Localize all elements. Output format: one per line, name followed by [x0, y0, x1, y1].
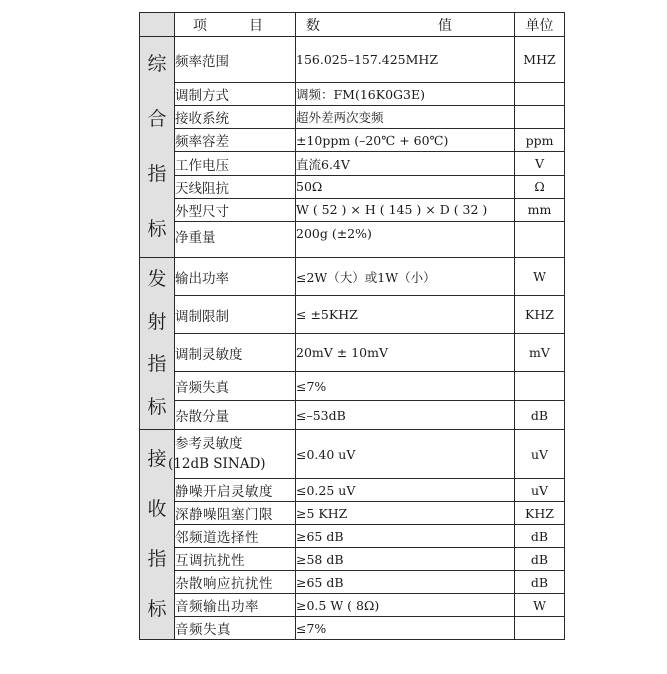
spec-table — [139, 12, 565, 640]
value-cell: 超外差两次变频 — [296, 106, 515, 129]
item-cell: 频率容差 — [175, 129, 296, 152]
item-label: 参考灵敏度 — [175, 436, 243, 452]
unit-cell: KHZ — [515, 296, 565, 334]
category-char: 接 — [147, 448, 167, 470]
unit-header: 单位 — [515, 13, 565, 37]
table-row — [140, 594, 565, 617]
table-row — [140, 83, 565, 106]
table-row — [140, 479, 565, 502]
unit-cell — [515, 221, 565, 257]
item-cell: 杂散分量 — [175, 401, 296, 430]
value-cell: 156.025–157.425MHZ — [296, 37, 515, 83]
value-cell: ±10ppm (–20℃ + 60℃) — [296, 129, 515, 152]
value-cell: ≤7% — [296, 372, 515, 401]
unit-cell: MHZ — [515, 37, 565, 83]
table-row — [140, 372, 565, 401]
category-char: 指 — [147, 548, 167, 570]
table-row — [140, 106, 565, 129]
category-char: 合 — [147, 108, 167, 130]
category-char: 收 — [147, 498, 167, 520]
category-transmit — [140, 258, 175, 430]
item-cell: 频率范围 — [175, 37, 296, 83]
table-row — [140, 548, 565, 571]
table-row — [140, 296, 565, 334]
table-row — [140, 401, 565, 430]
category-char: 指 — [147, 353, 167, 376]
table-row — [140, 175, 565, 198]
unit-cell: uV — [515, 479, 565, 502]
value-cell: ≤–53dB — [296, 401, 515, 430]
category-char: 标 — [147, 395, 167, 418]
value-cell: ≥5 KHZ — [296, 502, 515, 525]
value-cell: ≥0.5 W ( 8Ω) — [296, 594, 515, 617]
value-cell: W ( 52 ) × H ( 145 ) × D ( 32 ) — [296, 198, 515, 221]
table-row — [140, 525, 565, 548]
item-cell: 静噪开启灵敏度 — [175, 479, 296, 502]
unit-cell: dB — [515, 571, 565, 594]
value-header: 数 值 — [296, 13, 515, 37]
item-cell: 杂散响应抗扰性 — [175, 571, 296, 594]
table-row — [140, 221, 565, 257]
item-cell: 调制灵敏度 — [175, 334, 296, 372]
value-cell: ≤0.40 uV — [296, 430, 515, 479]
unit-cell — [515, 617, 565, 640]
item-header: 项 目 — [175, 13, 296, 37]
unit-cell: W — [515, 258, 565, 296]
unit-cell: KHZ — [515, 502, 565, 525]
value-cell: ≤2W（大）或1W（小） — [296, 258, 515, 296]
unit-cell: Ω — [515, 175, 565, 198]
item-cell: 互调抗扰性 — [175, 548, 296, 571]
category-char: 标 — [147, 598, 167, 620]
table-row — [140, 334, 565, 372]
value-cell: ≥58 dB — [296, 548, 515, 571]
header-row — [140, 13, 565, 37]
item-cell: 音频输出功率 — [175, 594, 296, 617]
item-cell: 工作电压 — [175, 152, 296, 175]
unit-cell: mV — [515, 334, 565, 372]
unit-cell: V — [515, 152, 565, 175]
category-char: 综 — [147, 53, 167, 75]
item-cell: 接收系统 — [175, 106, 296, 129]
table-row — [140, 37, 565, 83]
category-header — [140, 13, 175, 37]
category-char: 标 — [147, 218, 167, 240]
item-cell: 天线阻抗 — [175, 175, 296, 198]
table-row — [140, 617, 565, 640]
category-general — [140, 37, 175, 258]
value-cell: ≥65 dB — [296, 525, 515, 548]
category-char: 指 — [147, 163, 167, 185]
item-cell: 净重量 — [175, 221, 296, 257]
unit-cell: dB — [515, 525, 565, 548]
item-label-sub: (12dB SINAD) — [168, 456, 266, 472]
item-cell — [168, 430, 296, 479]
unit-cell: ppm — [515, 129, 565, 152]
item-cell: 深静噪阻塞门限 — [175, 502, 296, 525]
value-cell: 200g (±2%) — [296, 221, 515, 257]
value-cell: 50Ω — [296, 175, 515, 198]
unit-cell — [515, 372, 565, 401]
value-cell: ≤ ±5KHZ — [296, 296, 515, 334]
item-cell: 音频失真 — [175, 617, 296, 640]
value-cell: 调频：FM(16K0G3E) — [296, 83, 515, 106]
value-cell: ≥65 dB — [296, 571, 515, 594]
item-cell: 调制限制 — [175, 296, 296, 334]
unit-cell: dB — [515, 548, 565, 571]
unit-cell — [515, 83, 565, 106]
category-char: 射 — [147, 310, 167, 333]
value-cell: ≤0.25 uV — [296, 479, 515, 502]
table-row — [140, 571, 565, 594]
unit-cell: uV — [515, 430, 565, 479]
item-cell: 输出功率 — [175, 258, 296, 296]
item-cell: 音频失真 — [175, 372, 296, 401]
unit-cell — [515, 106, 565, 129]
value-cell: 直流6.4V — [296, 152, 515, 175]
unit-cell: dB — [515, 401, 565, 430]
table-row — [140, 129, 565, 152]
table-row — [140, 502, 565, 525]
item-cell: 邻频道选择性 — [175, 525, 296, 548]
table-row — [140, 430, 565, 479]
value-cell: ≤7% — [296, 617, 515, 640]
table-row — [140, 258, 565, 296]
category-char: 发 — [147, 268, 167, 291]
value-cell: 20mV ± 10mV — [296, 334, 515, 372]
unit-cell: mm — [515, 198, 565, 221]
unit-cell: W — [515, 594, 565, 617]
table-row — [140, 152, 565, 175]
table-row — [140, 198, 565, 221]
item-cell: 调制方式 — [175, 83, 296, 106]
item-cell: 外型尺寸 — [175, 198, 296, 221]
